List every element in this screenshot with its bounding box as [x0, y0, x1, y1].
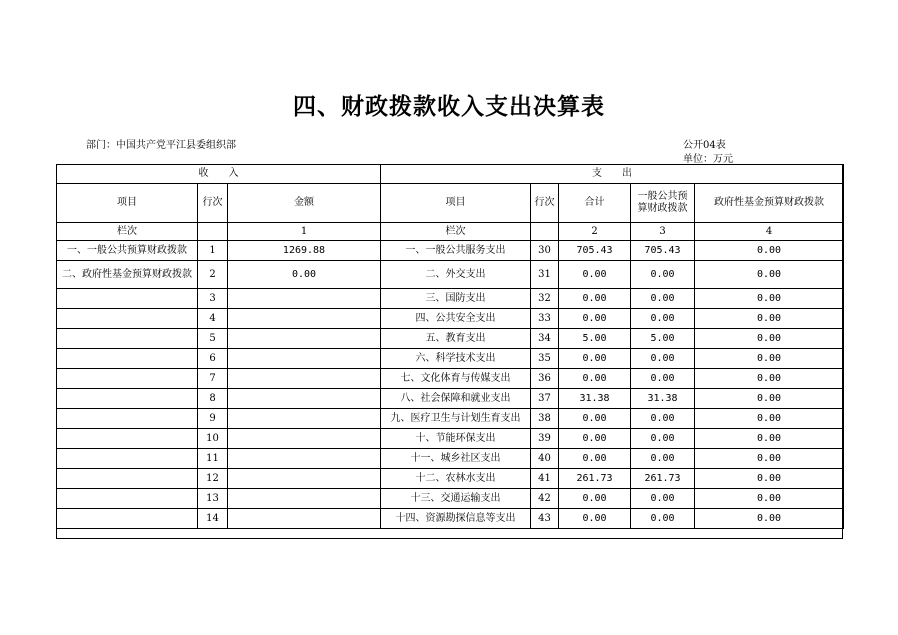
income-line-no-cell: 2	[198, 261, 228, 289]
expenditure-total-cell: 0.00	[559, 429, 631, 449]
expenditure-total-cell: 0.00	[559, 449, 631, 469]
column-index-3: 3	[631, 223, 695, 241]
department-label: 部门：中国共产党平江县委组织部	[86, 140, 236, 151]
expenditure-total-cell: 0.00	[559, 369, 631, 389]
income-amount-cell: 1269.88	[228, 241, 381, 261]
expenditure-general-budget-cell: 0.00	[631, 429, 695, 449]
table-row	[57, 389, 844, 409]
form-code: 公开04表	[683, 140, 726, 151]
col-header-gov-fund: 政府性基金预算财政拨款	[695, 184, 844, 223]
expenditure-general-budget-cell: 31.38	[631, 389, 695, 409]
unit-label: 单位：万元	[683, 154, 733, 165]
expenditure-line-no-cell: 42	[531, 489, 559, 509]
column-index-1: 1	[228, 223, 381, 241]
col-header-total: 合计	[559, 184, 631, 223]
expenditure-line-no-cell: 30	[531, 241, 559, 261]
income-line-no-cell: 13	[198, 489, 228, 509]
income-line-no-cell: 1	[198, 241, 228, 261]
income-item-cell	[57, 429, 198, 449]
expenditure-item-cell: 八、社会保障和就业支出	[381, 389, 531, 409]
income-line-no-cell: 12	[198, 469, 228, 489]
expenditure-gov-fund-cell: 0.00	[695, 261, 844, 289]
income-amount-cell	[228, 309, 381, 329]
table-row	[57, 349, 844, 369]
column-index-2: 2	[559, 223, 631, 241]
income-line-no-cell: 8	[198, 389, 228, 409]
page-title: 四、财政拨款收入支出决算表	[293, 94, 605, 120]
expenditure-gov-fund-cell: 0.00	[695, 429, 844, 449]
income-item-cell: 二、政府性基金预算财政拨款	[57, 261, 198, 289]
expenditure-gov-fund-cell: 0.00	[695, 369, 844, 389]
col-header-general-budget: 一般公共预算财政拨款	[631, 184, 695, 223]
expenditure-total-cell: 0.00	[559, 349, 631, 369]
income-item-cell	[57, 329, 198, 349]
expenditure-gov-fund-cell: 0.00	[695, 469, 844, 489]
table-row	[57, 289, 844, 309]
expenditure-item-cell: 十一、城乡社区支出	[381, 449, 531, 469]
expenditure-general-budget-cell: 0.00	[631, 509, 695, 529]
income-item-cell	[57, 449, 198, 469]
expenditure-item-cell: 十四、资源勘探信息等支出	[381, 509, 531, 529]
income-item-cell	[57, 469, 198, 489]
table-row	[57, 309, 844, 329]
table-row	[57, 489, 844, 509]
column-index-label: 栏次	[57, 223, 198, 241]
income-item-cell	[57, 289, 198, 309]
income-line-no-cell: 7	[198, 369, 228, 389]
expenditure-general-budget-cell: 0.00	[631, 489, 695, 509]
expenditure-total-cell: 0.00	[559, 489, 631, 509]
expenditure-gov-fund-cell: 0.00	[695, 449, 844, 469]
expenditure-line-no-cell: 43	[531, 509, 559, 529]
income-line-no-cell: 9	[198, 409, 228, 429]
table-row	[57, 509, 844, 529]
expenditure-total-cell: 705.43	[559, 241, 631, 261]
income-amount-cell	[228, 509, 381, 529]
expenditure-item-cell: 九、医疗卫生与计划生育支出	[381, 409, 531, 429]
expenditure-line-no-cell: 36	[531, 369, 559, 389]
column-index-empty	[198, 223, 228, 241]
expenditure-total-cell: 31.38	[559, 389, 631, 409]
expenditure-line-no-cell: 39	[531, 429, 559, 449]
income-line-no-cell: 14	[198, 509, 228, 529]
column-index-label-exp: 栏次	[381, 223, 531, 241]
income-item-cell	[57, 409, 198, 429]
expenditure-line-no-cell: 33	[531, 309, 559, 329]
expenditure-item-cell: 十二、农林水支出	[381, 469, 531, 489]
expenditure-general-budget-cell: 0.00	[631, 349, 695, 369]
expenditure-line-no-cell: 32	[531, 289, 559, 309]
expenditure-item-cell: 六、科学技术支出	[381, 349, 531, 369]
income-header: 收 入	[57, 165, 381, 184]
expenditure-total-cell: 0.00	[559, 289, 631, 309]
col-header-line-no-exp: 行次	[531, 184, 559, 223]
income-amount-cell	[228, 409, 381, 429]
expenditure-item-cell: 十、节能环保支出	[381, 429, 531, 449]
expenditure-line-no-cell: 41	[531, 469, 559, 489]
column-index-4: 4	[695, 223, 844, 241]
expenditure-line-no-cell: 35	[531, 349, 559, 369]
table-row	[57, 369, 844, 389]
expenditure-general-budget-cell: 0.00	[631, 309, 695, 329]
expenditure-gov-fund-cell: 0.00	[695, 329, 844, 349]
expenditure-item-cell: 十三、交通运输支出	[381, 489, 531, 509]
income-line-no-cell: 3	[198, 289, 228, 309]
income-line-no-cell: 4	[198, 309, 228, 329]
income-item-cell	[57, 369, 198, 389]
expenditure-general-budget-cell: 0.00	[631, 261, 695, 289]
income-amount-cell: 0.00	[228, 261, 381, 289]
expenditure-gov-fund-cell: 0.00	[695, 289, 844, 309]
income-line-no-cell: 10	[198, 429, 228, 449]
expenditure-line-no-cell: 31	[531, 261, 559, 289]
expenditure-item-cell: 四、公共安全支出	[381, 309, 531, 329]
income-item-cell	[57, 349, 198, 369]
expenditure-gov-fund-cell: 0.00	[695, 489, 844, 509]
expenditure-gov-fund-cell: 0.00	[695, 309, 844, 329]
income-amount-cell	[228, 429, 381, 449]
income-item-cell	[57, 389, 198, 409]
expenditure-item-cell: 三、国防支出	[381, 289, 531, 309]
fiscal-allocation-table	[56, 164, 844, 529]
col-header-item-exp: 项目	[381, 184, 531, 223]
expenditure-line-no-cell: 34	[531, 329, 559, 349]
income-amount-cell	[228, 389, 381, 409]
income-item-cell	[57, 309, 198, 329]
income-item-cell	[57, 489, 198, 509]
income-amount-cell	[228, 349, 381, 369]
expenditure-gov-fund-cell: 0.00	[695, 349, 844, 369]
table-row	[57, 329, 844, 349]
table-row	[57, 469, 844, 489]
expenditure-total-cell: 5.00	[559, 329, 631, 349]
table-row	[57, 429, 844, 449]
column-index-empty-exp	[531, 223, 559, 241]
col-header-amount: 金额	[228, 184, 381, 223]
table-row	[57, 409, 844, 429]
income-line-no-cell: 11	[198, 449, 228, 469]
expenditure-item-cell: 二、外交支出	[381, 261, 531, 289]
col-header-line-no: 行次	[198, 184, 228, 223]
expenditure-total-cell: 261.73	[559, 469, 631, 489]
expenditure-general-budget-cell: 0.00	[631, 289, 695, 309]
table-row	[57, 449, 844, 469]
expenditure-header: 支 出	[381, 165, 844, 184]
income-amount-cell	[228, 369, 381, 389]
income-amount-cell	[228, 469, 381, 489]
expenditure-general-budget-cell: 0.00	[631, 409, 695, 429]
expenditure-total-cell: 0.00	[559, 509, 631, 529]
expenditure-item-cell: 五、教育支出	[381, 329, 531, 349]
income-item-cell	[57, 509, 198, 529]
expenditure-general-budget-cell: 705.43	[631, 241, 695, 261]
expenditure-total-cell: 0.00	[559, 309, 631, 329]
expenditure-gov-fund-cell: 0.00	[695, 389, 844, 409]
income-amount-cell	[228, 289, 381, 309]
expenditure-item-cell: 七、文化体育与传媒支出	[381, 369, 531, 389]
expenditure-item-cell: 一、一般公共服务支出	[381, 241, 531, 261]
expenditure-gov-fund-cell: 0.00	[695, 409, 844, 429]
income-line-no-cell: 6	[198, 349, 228, 369]
expenditure-general-budget-cell: 0.00	[631, 449, 695, 469]
col-header-item: 项目	[57, 184, 198, 223]
expenditure-general-budget-cell: 261.73	[631, 469, 695, 489]
expenditure-line-no-cell: 37	[531, 389, 559, 409]
expenditure-gov-fund-cell: 0.00	[695, 509, 844, 529]
expenditure-general-budget-cell: 5.00	[631, 329, 695, 349]
expenditure-total-cell: 0.00	[559, 261, 631, 289]
expenditure-line-no-cell: 40	[531, 449, 559, 469]
income-amount-cell	[228, 329, 381, 349]
table-row	[57, 261, 844, 289]
income-amount-cell	[228, 449, 381, 469]
income-item-cell: 一、一般公共预算财政拨款	[57, 241, 198, 261]
expenditure-total-cell: 0.00	[559, 409, 631, 429]
expenditure-general-budget-cell: 0.00	[631, 369, 695, 389]
income-line-no-cell: 5	[198, 329, 228, 349]
table-row	[57, 241, 844, 261]
expenditure-gov-fund-cell: 0.00	[695, 241, 844, 261]
expenditure-line-no-cell: 38	[531, 409, 559, 429]
income-amount-cell	[228, 489, 381, 509]
